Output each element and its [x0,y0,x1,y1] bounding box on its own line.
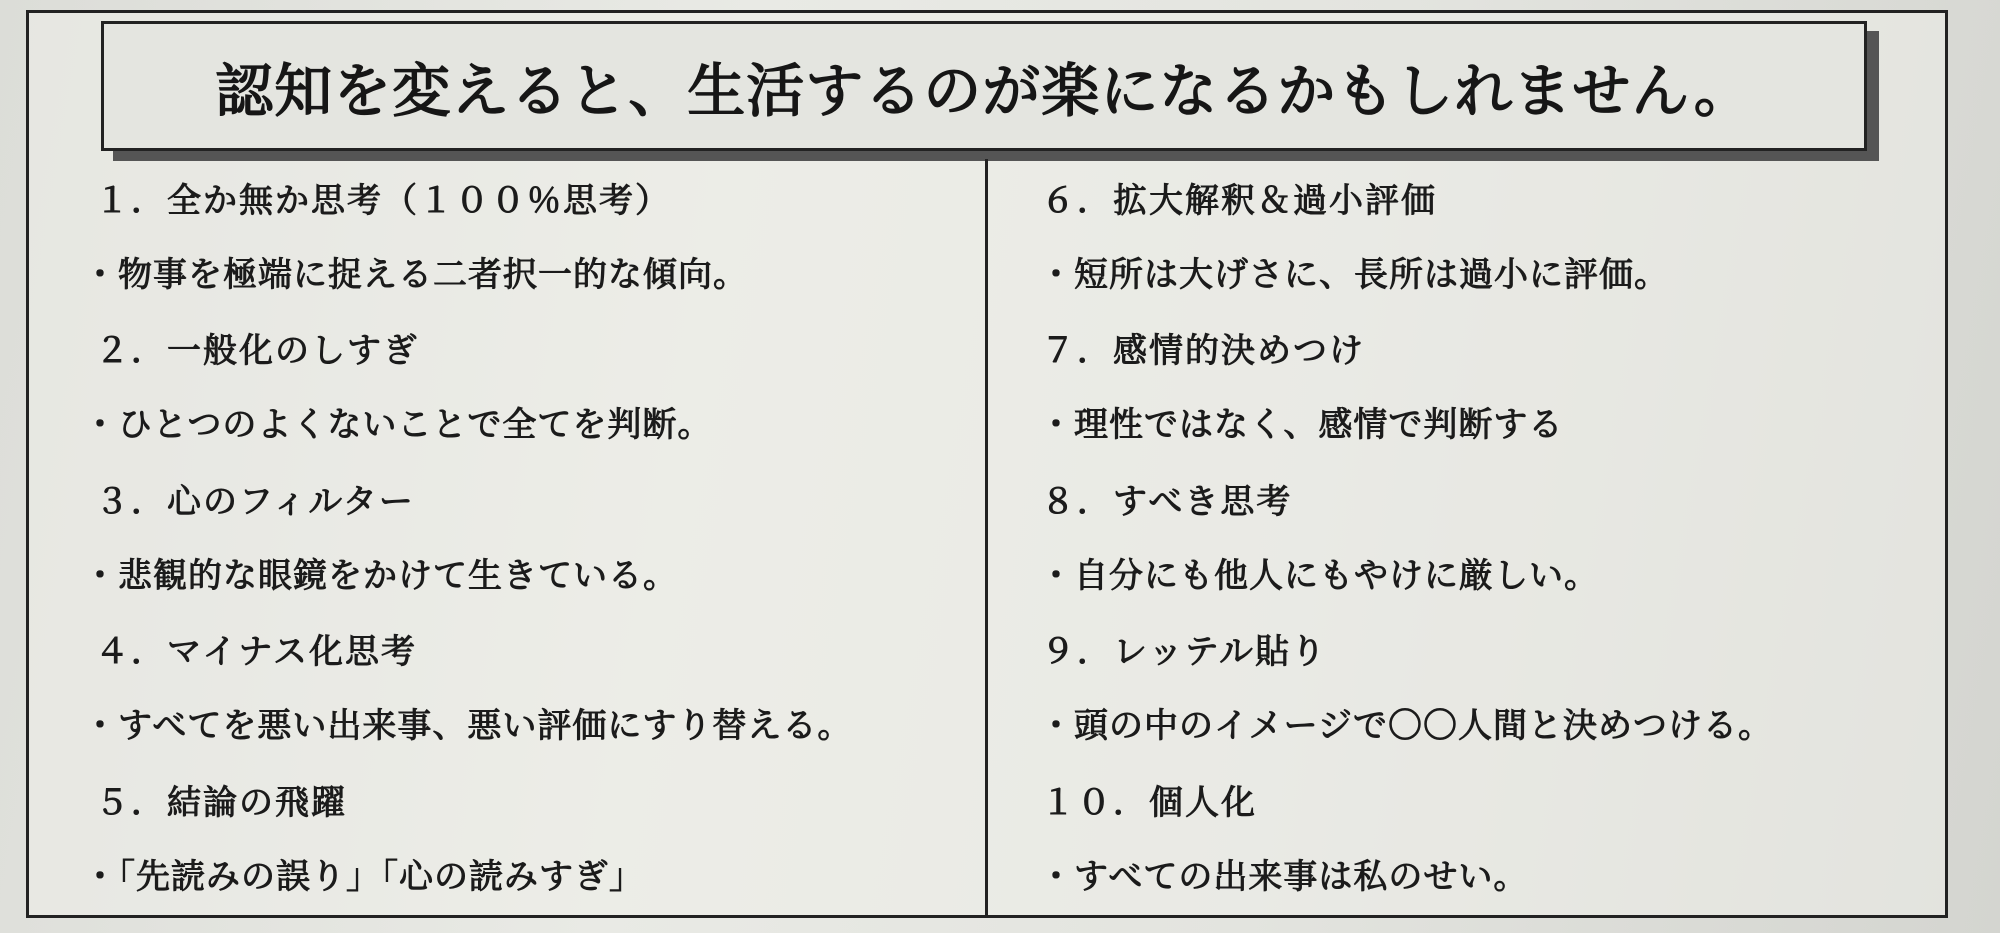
list-item-3 [65,460,1005,610]
title-box [101,21,1867,151]
item-heading: ８．すべき思考 [1041,481,1293,522]
list-item-5 [65,761,1005,911]
item-description: ・悲観的な眼鏡をかけて生きている。 [83,555,678,596]
item-description: ・ひとつのよくないことで全てを判断。 [83,405,713,446]
document-sheet [26,10,1948,918]
item-description: ・頭の中のイメージで〇〇人間と決めつける。 [1039,706,1773,747]
list-item-2 [65,309,1005,459]
item-heading: ７．感情的決めつけ [1041,331,1365,372]
item-description: ・短所は大げさに、長所は過小に評価。 [1039,255,1669,295]
item-heading: ６．拡大解釈＆過小評価 [1041,181,1437,221]
item-heading: ２．一般化のしすぎ [95,331,419,372]
item-description: ・理性ではなく、感情で判断する [1039,405,1564,446]
right-column [1019,159,1939,911]
list-item-8 [1019,460,1939,610]
list-item-4 [65,610,1005,760]
left-column [65,159,1005,911]
page-title: 認知を変えると、生活するのが楽になるかもしれません。 [215,57,1753,125]
item-heading: １０．個人化 [1041,782,1257,823]
list-item-1 [65,159,1005,309]
item-description: ・「先読みの誤り」「心の読みすぎ」 [83,856,644,897]
list-item-6 [1019,159,1939,309]
list-item-7 [1019,309,1939,459]
item-heading: １．全か無か思考（１００％思考） [95,181,671,221]
item-heading: ５．結論の飛躍 [95,782,347,823]
item-heading: ９．レッテル貼り [1041,632,1327,673]
item-description: ・自分にも他人にもやけに厳しい。 [1039,555,1599,596]
list-item-10 [1019,761,1939,911]
item-description: ・すべてを悪い出来事、悪い評価にすり替える。 [83,706,853,747]
item-description: ・すべての出来事は私のせい。 [1039,856,1529,897]
item-heading: ３．心のフィルター [95,481,415,522]
list-item-9 [1019,610,1939,760]
item-description: ・物事を極端に捉える二者択一的な傾向。 [83,255,748,295]
item-heading: ４．マイナス化思考 [95,632,417,673]
